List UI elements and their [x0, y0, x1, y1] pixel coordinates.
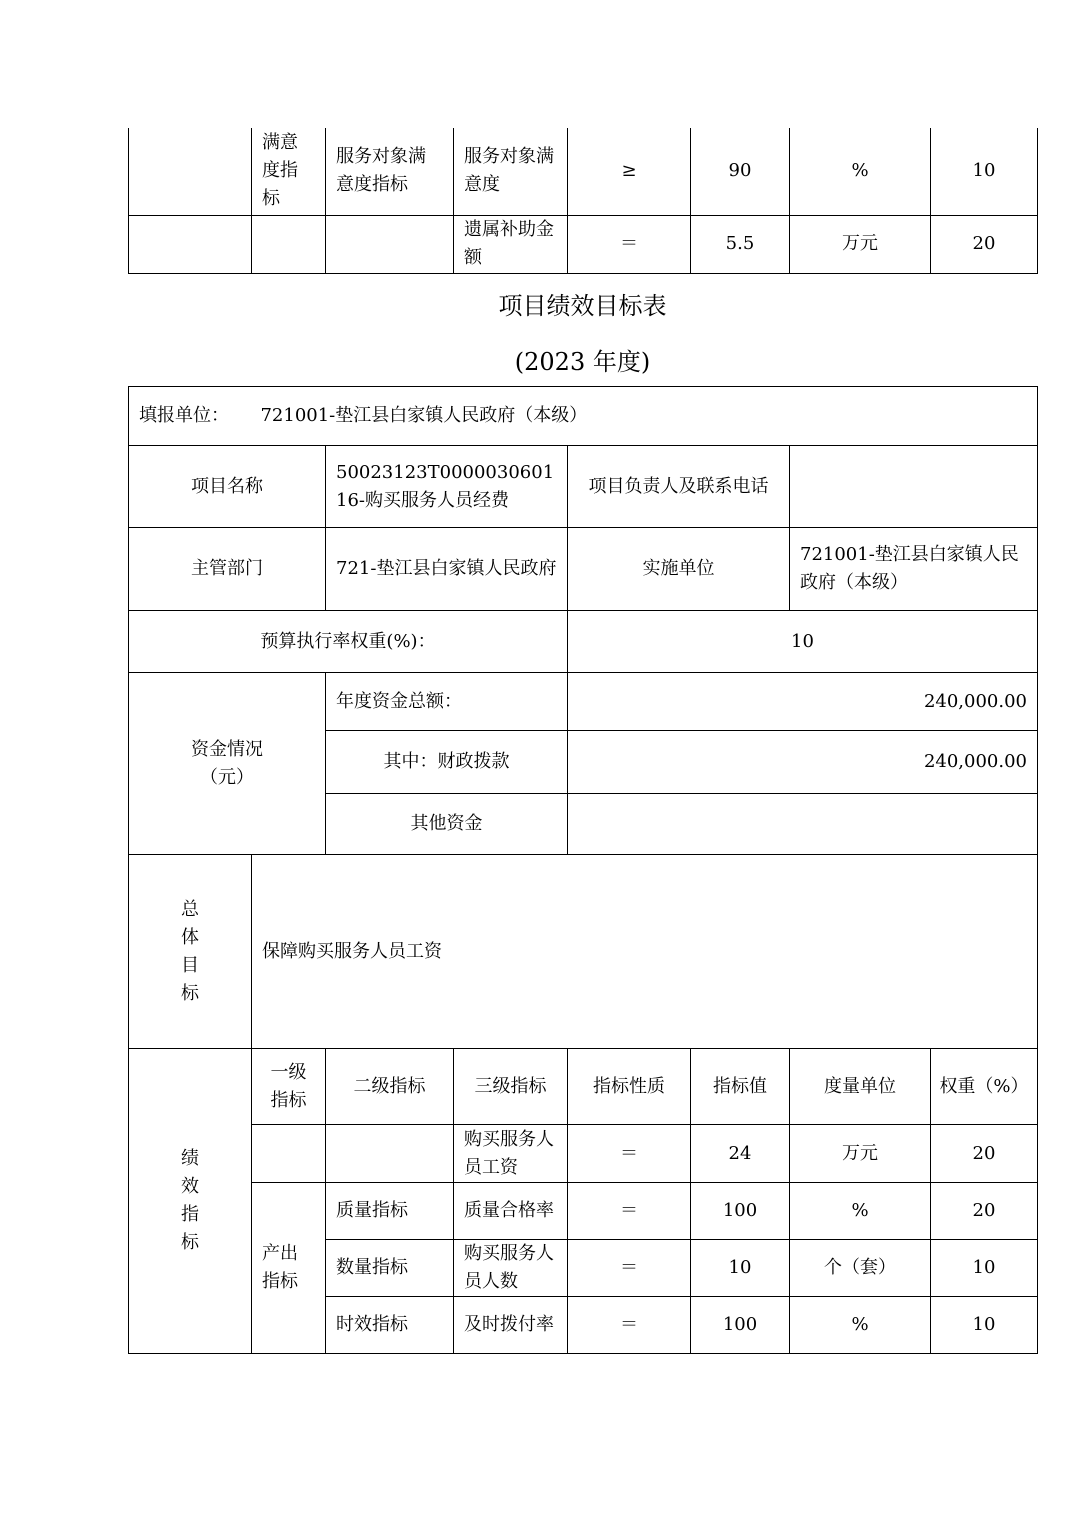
project-leader-value	[790, 446, 1038, 528]
table-row	[129, 1125, 1038, 1183]
nature-cell: ＝	[568, 1240, 691, 1297]
budget-rate-label: 预算执行率权重(%)：	[129, 611, 568, 673]
header-nature: 指标性质	[568, 1049, 691, 1125]
nature-cell: ＝	[568, 1297, 691, 1354]
overall-goal-label-text: 总体目标	[181, 898, 199, 1004]
nature-cell: ＝	[568, 1183, 691, 1240]
value-cell: 100	[691, 1297, 790, 1354]
level2-cell: 时效指标	[326, 1297, 454, 1354]
nature-cell: ≥	[568, 128, 691, 215]
blank-cell	[252, 215, 326, 273]
implementing-unit-label: 实施单位	[568, 528, 790, 611]
nature-cell: ＝	[568, 215, 691, 273]
header-weight: 权重（%）	[931, 1049, 1038, 1125]
implementing-unit-value: 721001-垫江县白家镇人民政府（本级）	[790, 528, 1038, 611]
header-level2: 二级指标	[326, 1049, 454, 1125]
weight-cell: 10	[931, 1240, 1038, 1297]
header-level1: 一级指标	[252, 1049, 326, 1125]
fiscal-allocation-value: 240,000.00	[568, 731, 1038, 794]
blank-cell	[129, 215, 252, 273]
unit-cell: 万元	[790, 1125, 931, 1183]
header-value: 指标值	[691, 1049, 790, 1125]
annual-total-label: 年度资金总额：	[326, 673, 568, 731]
value-cell: 5.5	[691, 215, 790, 273]
value-cell: 10	[691, 1240, 790, 1297]
level2-cell: 数量指标	[326, 1240, 454, 1297]
nature-cell: ＝	[568, 1125, 691, 1183]
level3-cell: 及时拨付率	[454, 1297, 568, 1354]
funds-label-text: 资金情况（元）	[191, 738, 263, 788]
level1-cell: 产出指标	[252, 1183, 326, 1354]
project-leader-label: 项目负责人及联系电话	[568, 446, 790, 528]
continuation-table	[128, 128, 1038, 274]
level2-cell	[326, 1125, 454, 1183]
fiscal-allocation-label: 其中：财政拨款	[326, 731, 568, 794]
performance-indicators-label	[129, 1049, 252, 1354]
blank-cell	[129, 128, 252, 215]
unit-cell: 万元	[790, 215, 931, 273]
level2-indicator-cell: 满意度指标	[252, 128, 326, 215]
other-funds-value	[568, 794, 1038, 855]
weight-cell: 10	[931, 128, 1038, 215]
overall-goal-label	[129, 855, 252, 1049]
unit-cell: %	[790, 1183, 931, 1240]
level2-name-cell: 服务对象满意度指标	[326, 128, 454, 215]
level3-cell: 购买服务人员人数	[454, 1240, 568, 1297]
weight-cell: 20	[931, 215, 1038, 273]
other-funds-label: 其他资金	[326, 794, 568, 855]
project-name-label: 项目名称	[129, 446, 326, 528]
weight-cell: 20	[931, 1125, 1038, 1183]
level3-name-cell: 遗属补助金额	[454, 215, 568, 273]
page-subtitle-year: (2023 年度)	[514, 348, 651, 376]
annual-total-value: 240,000.00	[568, 673, 1038, 731]
project-name-value: 50023123T000003060116-购买服务人员经费	[326, 446, 568, 528]
reporting-unit-row	[129, 387, 1038, 446]
performance-target-table	[128, 386, 1038, 1354]
value-cell: 100	[691, 1183, 790, 1240]
level3-name-cell: 服务对象满意度	[454, 128, 568, 215]
department-value: 721-垫江县白家镇人民政府	[326, 528, 568, 611]
level3-cell: 质量合格率	[454, 1183, 568, 1240]
value-cell: 24	[691, 1125, 790, 1183]
unit-cell: 个（套）	[790, 1240, 931, 1297]
unit-cell: %	[790, 1297, 931, 1354]
blank-cell	[326, 215, 454, 273]
department-label: 主管部门	[129, 528, 326, 611]
header-unit: 度量单位	[790, 1049, 931, 1125]
reporting-unit-label: 填报单位：	[139, 405, 229, 426]
level3-cell: 购买服务人员工资	[454, 1125, 568, 1183]
overall-goal-value: 保障购买服务人员工资	[252, 855, 1038, 1049]
budget-rate-value: 10	[568, 611, 1038, 673]
value-cell: 90	[691, 128, 790, 215]
reporting-unit-value: 721001-垫江县白家镇人民政府（本级）	[260, 405, 588, 426]
funds-label	[129, 673, 326, 855]
header-level3: 三级指标	[454, 1049, 568, 1125]
unit-cell: %	[790, 128, 931, 215]
table-row	[129, 1183, 1038, 1240]
level2-cell: 质量指标	[326, 1183, 454, 1240]
level1-cell	[252, 1125, 326, 1183]
performance-indicators-label-text: 绩效指标	[181, 1148, 199, 1253]
weight-cell: 20	[931, 1183, 1038, 1240]
page-title: 项目绩效目标表	[498, 292, 667, 320]
weight-cell: 10	[931, 1297, 1038, 1354]
